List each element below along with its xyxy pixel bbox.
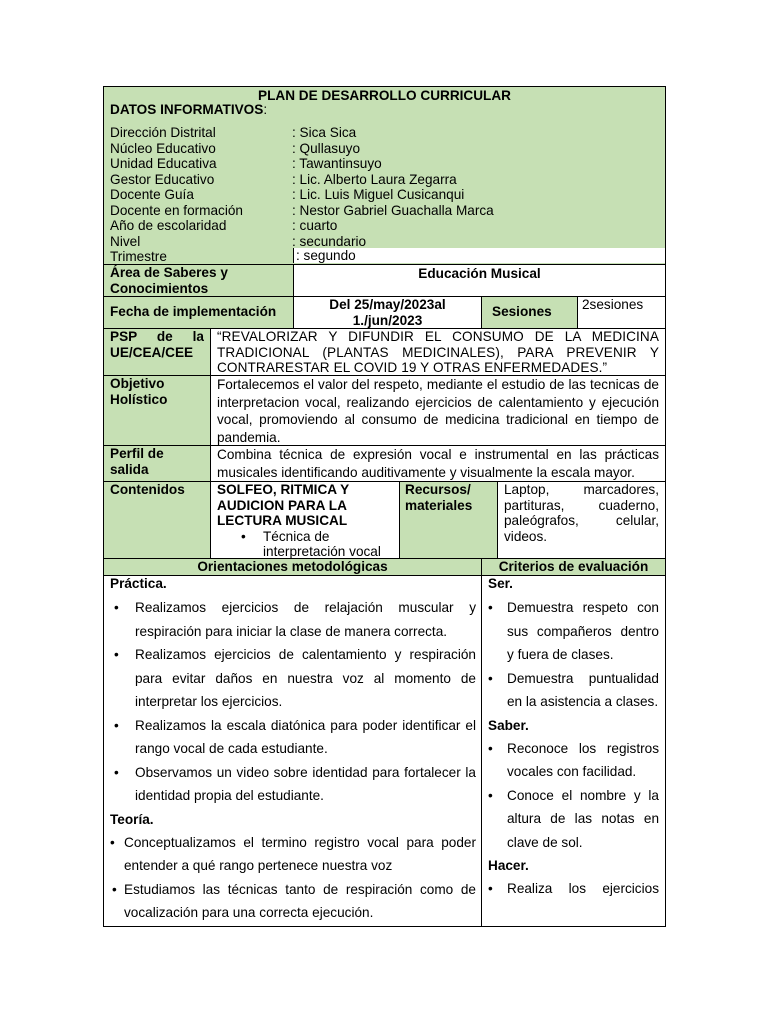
info-row: Unidad Educativa : Tawantinsuyo — [110, 156, 382, 171]
area-value: Educación Musical — [418, 266, 541, 281]
perfil-value: Combina técnica de expresión vocal e instrumental en las prácticas musicales identificando auditivamente y visualmente la escala mayor. — [217, 447, 659, 480]
practica-list — [110, 596, 476, 808]
saber-list — [488, 737, 659, 855]
fecha-label: Fecha de implementación — [110, 304, 277, 319]
list-item: • Demuestra respeto con sus compañeros dentro y fuera de clases. — [488, 596, 659, 667]
orientaciones-column — [104, 576, 481, 926]
recursos-label: Recursos/ materiales — [405, 482, 473, 513]
bullet-icon: • — [114, 600, 119, 615]
contenidos-label: Contenidos — [110, 482, 185, 497]
methods-header-row — [104, 558, 665, 575]
hacer-title: Hacer. — [488, 858, 529, 873]
area-label: Área de Saberes y Conocimientos — [110, 265, 228, 296]
contenidos-row — [104, 481, 665, 558]
perfil-label: Perfil de salida — [110, 446, 164, 477]
info-list — [110, 125, 660, 265]
contenidos-heading: SOLFEO, RITMICA Y AUDICION PARA LA LECTURA MUSICAL — [217, 482, 349, 528]
bullet-icon: • — [241, 528, 246, 544]
bullet-icon: • — [114, 647, 119, 662]
saber-title: Saber. — [488, 717, 529, 733]
hacer-list — [488, 877, 659, 901]
criterios-column — [481, 576, 665, 926]
list-item: • Conoce el nombre y la altura de las notas en clave de sol. — [488, 784, 659, 855]
perfil-row — [104, 445, 665, 481]
bullet-icon: • — [488, 740, 493, 756]
orientaciones-header: Orientaciones metodológicas — [197, 559, 388, 574]
psp-label: PSP de la UE/CEA/CEE — [110, 329, 204, 360]
list-item: • Reconoce los registros vocales con facilidad. — [488, 737, 659, 784]
sesiones-label: Sesiones — [492, 304, 552, 319]
area-row — [104, 264, 665, 296]
methods-body-row — [104, 575, 665, 926]
bullet-icon: • — [488, 600, 493, 615]
info-row: Trimestre — [110, 249, 167, 264]
list-item: • Realiza los ejercicios — [488, 877, 659, 901]
info-row: Gestor Educativo : Lic. Alberto Laura Zegarra — [110, 171, 457, 187]
list-item: • Observamos un video sobre identidad para fortalecer la identidad propia del estudiante. — [110, 761, 476, 808]
bullet-icon: • — [114, 717, 119, 733]
info-row: Docente Guía : Lic. Luis Miguel Cusicanqui — [110, 187, 465, 202]
practica-title: Práctica. — [110, 576, 167, 591]
ser-title: Ser. — [488, 576, 513, 591]
info-row: Núcleo Educativo : Qullasuyo — [110, 140, 361, 156]
list-item: • Demuestra puntualidad en la asistencia a clases. — [488, 667, 659, 714]
fecha-value: Del 25/may/2023al 1./jun/2023 — [329, 297, 446, 328]
info-row: Año de escolaridad : cuarto — [110, 218, 338, 233]
trimestre-value: : segundo — [296, 248, 356, 263]
bullet-icon: • — [488, 670, 493, 686]
list-item: • Realizamos la escala diatónica para poder identificar el rango vocal de cada estudiante. — [110, 714, 476, 761]
curriculum-plan-table — [103, 86, 666, 927]
bullet-icon: • — [488, 787, 493, 803]
criterios-header: Criterios de evaluación — [498, 559, 649, 574]
teoria-title: Teoría. — [110, 811, 154, 827]
info-block — [104, 87, 665, 264]
contenidos-item: • Técnica de interpretación vocal — [241, 528, 381, 558]
list-item: • Realizamos ejercicios de relajación muscular y respiración para iniciar la clase de manera correcta. — [110, 596, 476, 643]
sesiones-value: 2sesiones — [582, 297, 644, 312]
objetivo-row — [104, 375, 665, 445]
recursos-value: Laptop, marcadores, partituras, cuaderno, paleógrafos, celular, videos. — [504, 482, 659, 544]
bullet-icon: • — [112, 881, 117, 897]
bullet-icon: • — [114, 764, 119, 780]
psp-row — [104, 328, 665, 375]
info-row: Nivel : secundario — [110, 233, 367, 249]
document-title: PLAN DE DESARROLLO CURRICULAR — [258, 88, 511, 103]
list-item: • Conceptualizamos el termino registro vocal para poder entender a qué rango pertenece nuestra voz — [110, 831, 476, 878]
objetivo-label: Objetivo Holístico — [110, 376, 168, 407]
info-heading: DATOS INFORMATIVOS: — [110, 102, 268, 117]
list-item: • Estudiamos las técnicas tanto de respiración como de vocalización para una correcta ejecución. — [110, 878, 476, 925]
objetivo-value: Fortalecemos el valor del respeto, mediante el estudio de las tecnicas de interpretacion vocal, realizando ejercicios de calentamiento y ejecución vocal, promoviendo al consumo de medicina tradicional en tiempo de pandemia. — [217, 377, 659, 445]
bullet-icon: • — [488, 881, 493, 896]
info-row: Dirección Distrital : Sica Sica — [110, 125, 357, 140]
fecha-row — [104, 296, 665, 328]
list-item: • Realizamos ejercicios de calentamiento y respiración para evitar daños en nuestra voz al momento de interpretar los ejercicios. — [110, 643, 476, 714]
psp-value: “REVALORIZAR Y DIFUNDIR EL CONSUMO DE LA MEDICINA TRADICIONAL (PLANTAS MEDICINALES), PARA PREVENIR Y CONTRARESTAR EL COVID 19 Y OTRAS ENFERMEDADES.” — [217, 329, 659, 375]
ser-list — [488, 596, 659, 714]
info-row: Docente en formación : Nestor Gabriel Guachalla Marca — [110, 202, 494, 218]
teoria-list — [110, 831, 476, 925]
bullet-icon: • — [110, 834, 115, 850]
